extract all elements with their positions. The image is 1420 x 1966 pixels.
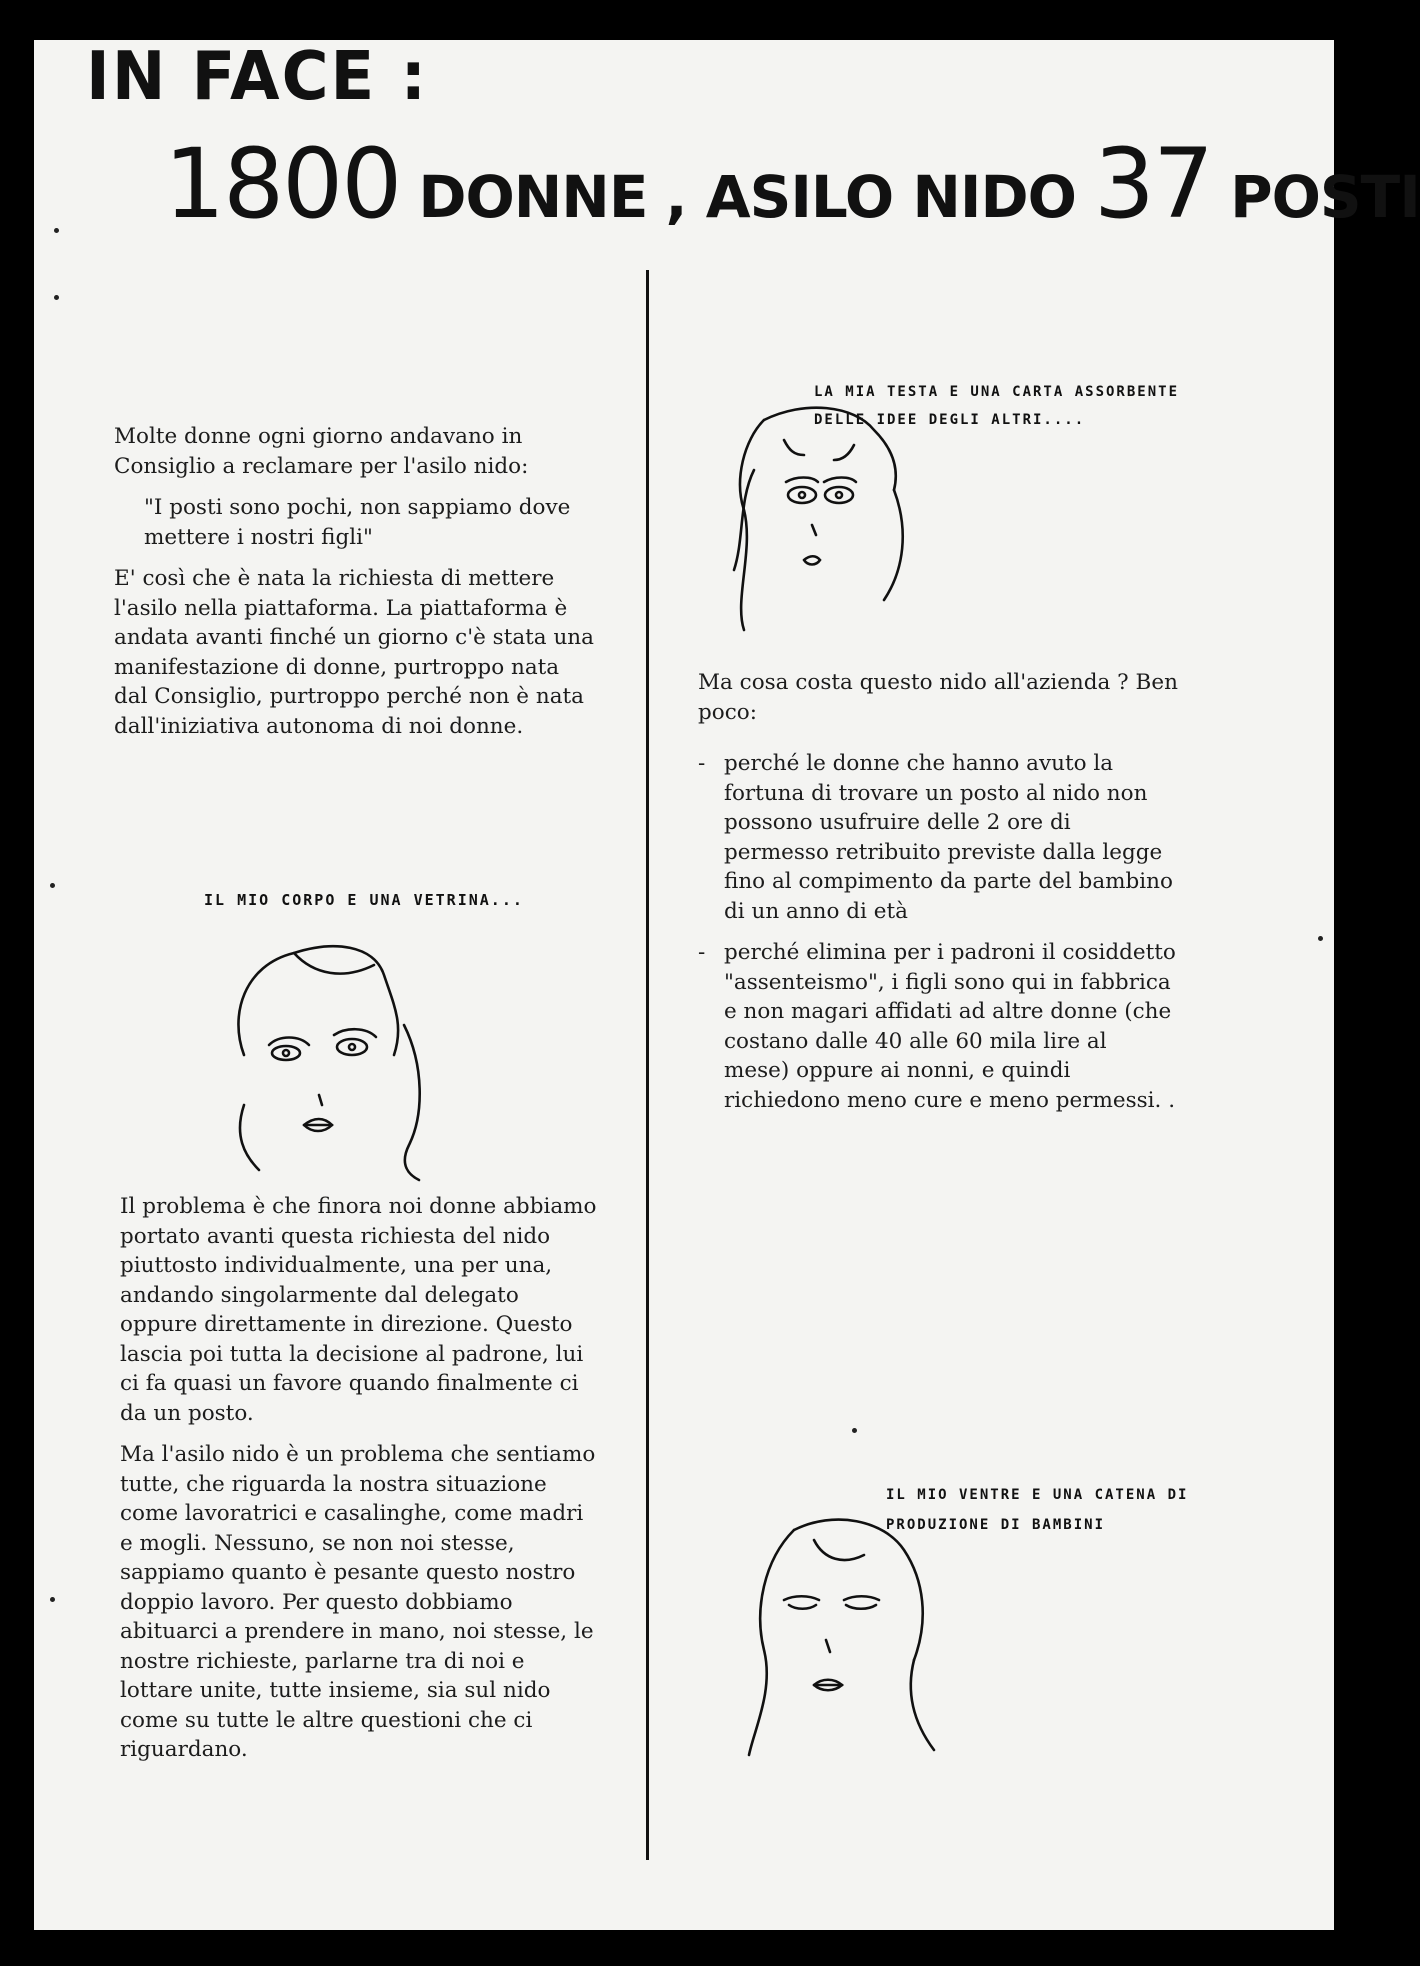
- caption-face-head: LA MIA TESTA E UNA CARTA ASSORBENTE DELLE IDEE DEGLI ALTRI....: [814, 384, 1180, 428]
- paragraph-asilo: Ma l'asilo nido è un problema che sentiamo tutte, che riguarda la nostra situazione come lavoratrici e casalinghe, come madri e mogli. Nessuno, se non noi stesse, sappiamo quanto è pesante questo nostro doppio lavoro. Per questo dobbiamo abituarci a prendere in mano, noi stesse, le nostre richieste, parlarne tra di noi e lottare unite, tutte insieme, sia sul nido come su tutte le altre questioni che ci riguardano.: [120, 1442, 596, 1762]
- right-column: [698, 668, 1178, 1127]
- document-page: [34, 38, 1420, 1930]
- headline-number-37: 37: [1093, 128, 1213, 240]
- headline-asilo-nido: , ASILO NIDO: [665, 163, 1076, 231]
- paragraph-cost: Ma cosa costa questo nido all'azienda ? Ben poco:: [698, 670, 1178, 725]
- face-sketch-womb: [734, 1500, 974, 1760]
- headline-word-donne: DONNE: [418, 163, 648, 231]
- scan-speck: [50, 1597, 55, 1602]
- list-item: [698, 749, 1178, 926]
- face-sketch-head: [724, 400, 954, 670]
- paragraph-problem: Il problema è che finora noi donne abbiamo portato avanti questa richiesta del nido piuttosto individualmente, una per una, andando singolarmente dal delegato oppure direttamente in direzione. Questo lascia poi tutta la decisione al padrone, lui ci fa quasi un favore quando finalmente ci da un posto.: [120, 1194, 597, 1426]
- caption-face-body: IL MIO CORPO E UNA VETRINA...: [204, 891, 524, 909]
- bullet-dash: -: [698, 751, 706, 776]
- bullet-dash: -: [698, 940, 706, 965]
- bullet-text: perché elimina per i padroni il cosiddetto "assenteismo", i figli sono qui in fabbrica e non magari affidati ad altre donne (che costano dalle 40 alle 60 mila lire al mese) oppure ai nonni, e quindi richiedono meno cure e meno permessi. .: [724, 940, 1176, 1113]
- bullet-list: [698, 749, 1178, 1115]
- left-column-top: [114, 422, 594, 753]
- headline-number-1800: 1800: [164, 128, 401, 240]
- headline-line2: [164, 128, 1420, 240]
- paragraph-quote: "I posti sono pochi, non sappiamo dove mettere i nostri figli": [144, 495, 571, 550]
- paragraph-intro: Molte donne ogni giorno andavano in Consiglio a reclamare per l'asilo nido:: [114, 424, 529, 479]
- scan-speck: [50, 883, 55, 888]
- column-divider: [646, 270, 649, 1860]
- scan-speck: [852, 1428, 857, 1433]
- left-column-bottom: [120, 1192, 600, 1777]
- headline-word-posti: POSTI: [1230, 163, 1420, 231]
- scan-speck: [1318, 936, 1323, 941]
- face-sketch-body: [224, 935, 464, 1195]
- headline-line1: IN FACE :: [86, 38, 429, 116]
- paragraph-platform: E' così che è nata la richiesta di mettere l'asilo nella piattaforma. La piattaforma è andata avanti finché un giorno c'è stata una manifestazione di donne, purtroppo nata dal Consiglio, purtroppo perché non è nata dall'iniziativa autonoma di noi donne.: [114, 566, 594, 739]
- list-item: [698, 938, 1178, 1115]
- scan-speck: [54, 228, 59, 233]
- bullet-text: perché le donne che hanno avuto la fortuna di trovare un posto al nido non possono usufruire delle 2 ore di permesso retribuito previste dalla legge fino al compimento da parte del bambino di un anno di età: [724, 751, 1173, 924]
- caption-face-womb: IL MIO VENTRE E UNA CATENA DI PRODUZIONE DI BAMBINI: [886, 1487, 1189, 1533]
- scan-speck: [54, 295, 59, 300]
